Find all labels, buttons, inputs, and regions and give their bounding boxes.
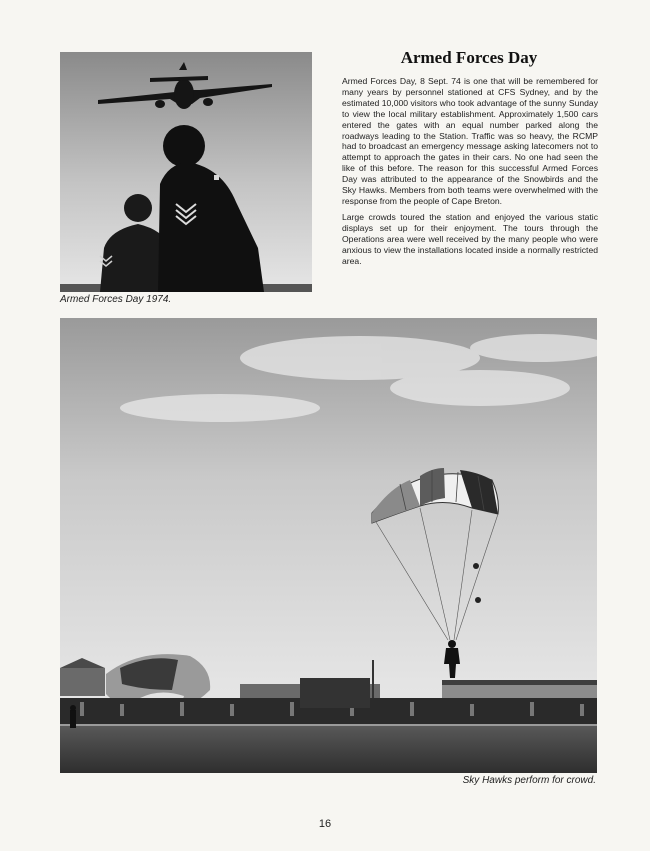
article-paragraph: Large crowds toured the station and enjoyed the various static displays set up for their enjoyment. The tours through the Operations area were well received by the many people who were anxious to view the installations located inside a normally restricted area.: [342, 211, 598, 266]
photo-aircraft-flyover: [60, 52, 312, 292]
ground-crew-silhouette: [70, 705, 76, 728]
photo-parachute-display: [60, 318, 597, 773]
page-number: 16: [318, 818, 332, 830]
article-body: [342, 76, 598, 271]
photo-caption-bottom: Sky Hawks perform for crowd.: [462, 775, 596, 786]
article-paragraph: Armed Forces Day, 8 Sept. 74 is one that will be remembered for many years by personnel stationed at CFS Sydney, and by the estimated 10,000 visitors who took advantage of the sunny Sunday to view the local military establishment. Approximately 1,500 cars entered the gates with an equal number parked along the roadways leading to the Station. Traffic was so heavy, the RCMP had to broadcast an emergency message asking latecomers not to attempt to approach the gates in their cars. No one had seen the like of this before. The reason for this successful Armed Forces Day was attributed to the appearance of the Snowbirds and the Sky Hawks. Members from both teams were overwhelmed with the response from the people of Cape Breton.: [342, 76, 598, 206]
article-title: Armed Forces Day: [400, 48, 538, 67]
photo-caption-top: Armed Forces Day 1974.: [60, 294, 172, 305]
